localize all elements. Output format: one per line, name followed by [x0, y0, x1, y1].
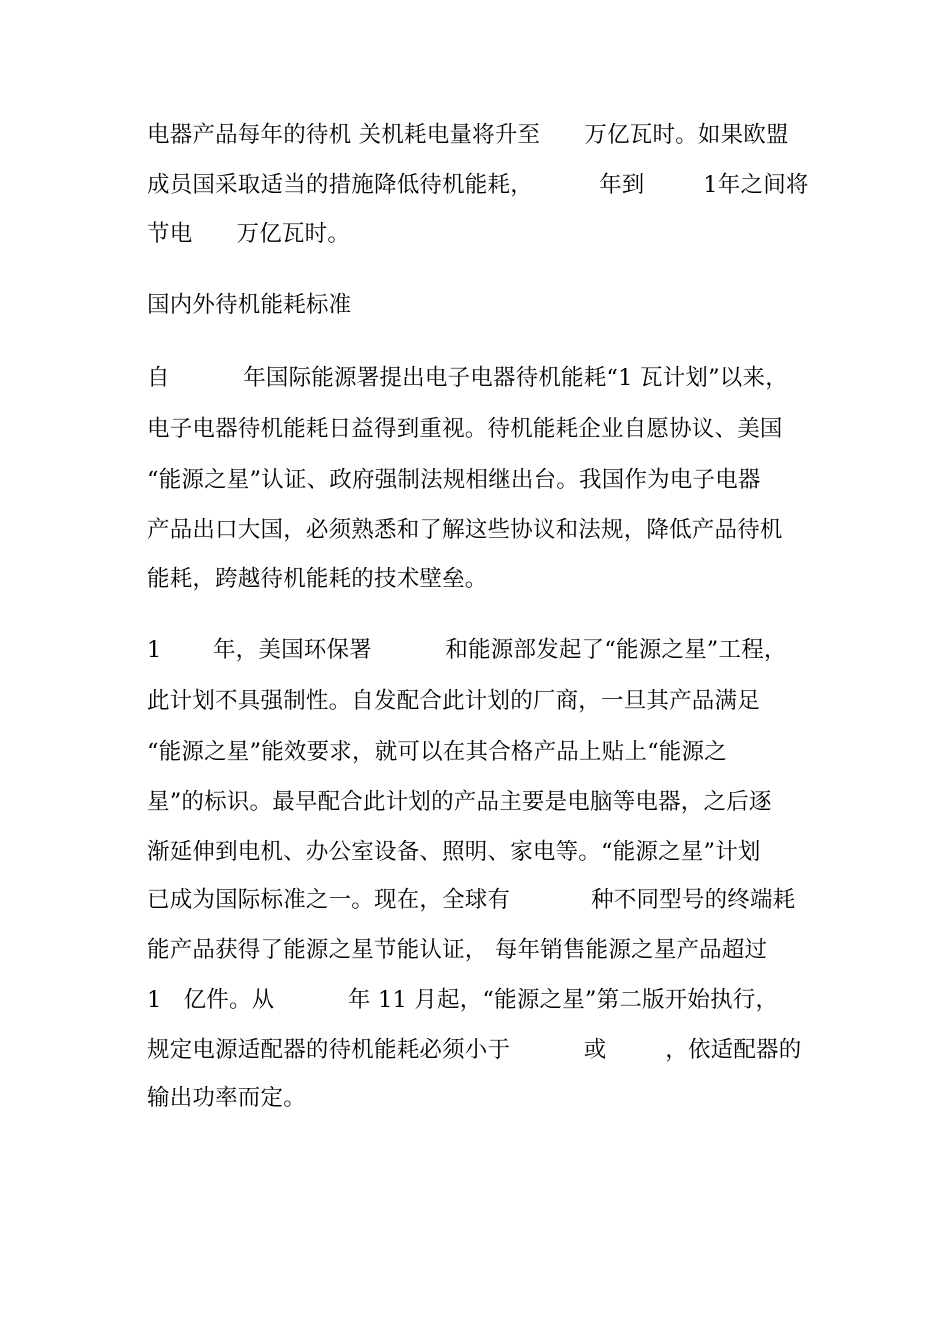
section-heading: 国内外待机能耗标准: [147, 292, 352, 318]
paragraph-3-line-7: 能产品获得了能源之星节能认证， 每年销售能源之星产品超过: [147, 937, 768, 963]
paragraph-3-line-10: 输出功率而定。: [147, 1085, 306, 1111]
paragraph-3-line-1: 1 年，美国环保署 和能源部发起了“能源之星”工程，: [147, 637, 787, 663]
paragraph-2-line-2: 电子电器待机能耗日益得到重视。待机能耗企业自愿协议、美国: [147, 416, 783, 442]
paragraph-3-line-6: 已成为国际标准之一。现在，全球有 种不同型号的终端耗: [147, 887, 796, 913]
paragraph-1-line-2: 成员国采取适当的措施降低待机能耗， 年到 1年之间将: [147, 172, 809, 198]
paragraph-3-line-2: 此计划不具强制性。自发配合此计划的厂商，一旦其产品满足: [147, 688, 760, 714]
paragraph-1-line-1: 电器产品每年的待机 关机耗电量将升至 万亿瓦时。如果欧盟: [147, 122, 789, 148]
paragraph-3-line-9: 规定电源适配器的待机能耗必须小于 或 ，依适配器的: [147, 1037, 802, 1063]
paragraph-1-line-3: 节电 万亿瓦时。: [147, 221, 351, 247]
paragraph-3-line-4: 星”的标识。最早配合此计划的产品主要是电脑等电器，之后逐: [147, 789, 772, 815]
paragraph-2-line-4: 产品出口大国，必须熟悉和了解这些协议和法规，降低产品待机: [147, 517, 783, 543]
paragraph-3-line-8: 1 亿件。从 年 11 月起，“能源之星”第二版开始执行，: [147, 987, 779, 1013]
paragraph-3-line-5: 渐延伸到电机、办公室设备、照明、家电等。“能源之星”计划: [147, 839, 761, 865]
paragraph-3-line-3: “能源之星”能效要求，就可以在其合格产品上贴上“能源之: [147, 739, 727, 765]
paragraph-2-line-1: 自 年国际能源署提出电子电器待机能耗“1 瓦计划”以来，: [147, 365, 788, 391]
paragraph-2-line-5: 能耗，跨越待机能耗的技术壁垒。: [147, 566, 488, 592]
paragraph-2-line-3: “能源之星”认证、政府强制法规相继出台。我国作为电子电器: [147, 467, 761, 493]
